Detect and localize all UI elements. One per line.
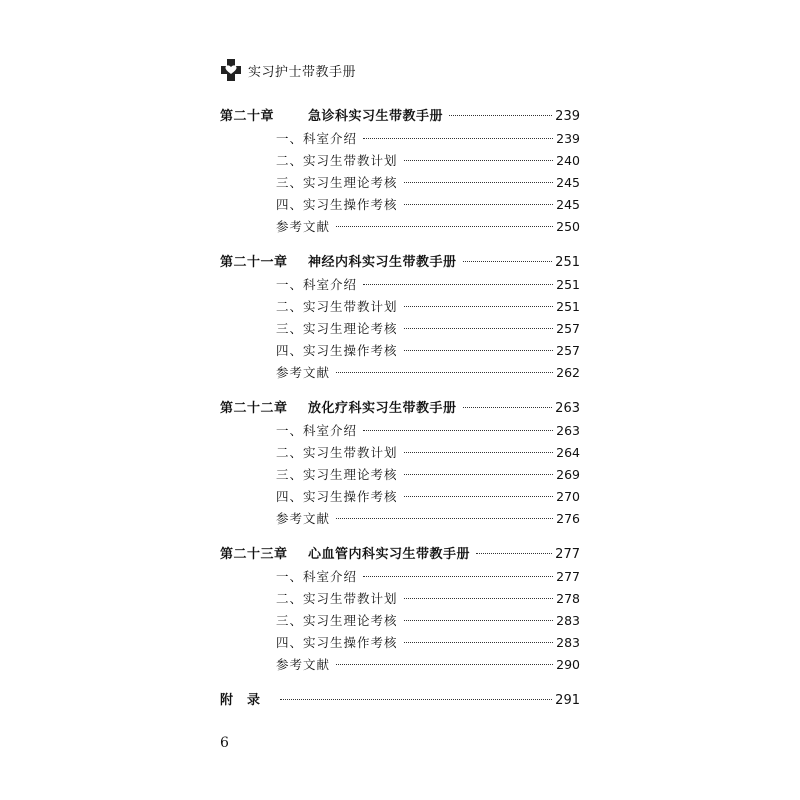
- dot-leader: [336, 518, 553, 519]
- chapter-title: 急诊科实习生带教手册: [308, 109, 444, 124]
- section-title: 一、科室介绍: [276, 131, 358, 146]
- section-page: 270: [556, 489, 580, 504]
- section-entry[interactable]: [220, 486, 580, 508]
- section-page: 290: [556, 657, 580, 672]
- book-title: 实习护士带教手册: [248, 64, 357, 80]
- chapter-title: 神经内科实习生带教手册: [308, 255, 457, 270]
- dot-leader: [404, 496, 554, 497]
- section-page: 262: [556, 365, 580, 380]
- chapter-block: [220, 106, 580, 238]
- section-entry[interactable]: [220, 274, 580, 296]
- chapter-page: 277: [555, 547, 580, 562]
- chapter-page: 239: [555, 109, 580, 124]
- section-entry[interactable]: [220, 588, 580, 610]
- section-entry[interactable]: [220, 632, 580, 654]
- dot-leader: [336, 372, 553, 373]
- section-title: 一、科室介绍: [276, 423, 358, 438]
- chapter-entry[interactable]: [220, 106, 580, 128]
- chapter-title: 心血管内科实习生带教手册: [308, 547, 471, 562]
- section-title: 参考文献: [276, 219, 331, 234]
- chapter-block: [220, 398, 580, 530]
- section-title: 四、实习生操作考核: [276, 489, 398, 504]
- section-title: 参考文献: [276, 511, 331, 526]
- section-page: 240: [556, 153, 580, 168]
- dot-leader: [404, 182, 554, 183]
- section-entry[interactable]: [220, 464, 580, 486]
- running-header: [220, 58, 356, 82]
- dot-leader: [363, 576, 553, 577]
- section-page: 283: [556, 613, 580, 628]
- section-entry[interactable]: [220, 194, 580, 216]
- section-entry[interactable]: [220, 442, 580, 464]
- table-of-contents: [220, 106, 580, 712]
- appendix-entry[interactable]: [220, 690, 580, 712]
- dot-leader: [363, 284, 553, 285]
- section-title: 参考文献: [276, 657, 331, 672]
- section-entry[interactable]: [220, 150, 580, 172]
- dot-leader: [404, 598, 554, 599]
- dot-leader: [336, 226, 553, 227]
- dot-leader: [449, 115, 552, 116]
- section-title: 一、科室介绍: [276, 569, 358, 584]
- section-entry[interactable]: [220, 610, 580, 632]
- section-entry[interactable]: [220, 172, 580, 194]
- section-entry[interactable]: [220, 128, 580, 150]
- section-page: 276: [556, 511, 580, 526]
- section-title: 参考文献: [276, 365, 331, 380]
- section-title: 二、实习生带教计划: [276, 591, 398, 606]
- dot-leader: [336, 664, 553, 665]
- medical-cross-heart-icon: [220, 58, 242, 82]
- dot-leader: [404, 452, 554, 453]
- section-title: 三、实习生理论考核: [276, 321, 398, 336]
- section-page: 251: [556, 277, 580, 292]
- appendix-page: 291: [555, 693, 580, 708]
- section-page: 269: [556, 467, 580, 482]
- dot-leader: [463, 407, 553, 408]
- section-entry[interactable]: [220, 362, 580, 384]
- dot-leader: [404, 642, 554, 643]
- section-entry[interactable]: [220, 318, 580, 340]
- dot-leader: [476, 553, 552, 554]
- section-page: 277: [556, 569, 580, 584]
- section-entry[interactable]: [220, 340, 580, 362]
- section-title: 三、实习生理论考核: [276, 467, 398, 482]
- section-page: 245: [556, 197, 580, 212]
- section-page: 250: [556, 219, 580, 234]
- section-title: 二、实习生带教计划: [276, 445, 398, 460]
- section-entry[interactable]: [220, 508, 580, 530]
- dot-leader: [280, 699, 552, 700]
- dot-leader: [404, 204, 554, 205]
- section-title: 一、科室介绍: [276, 277, 358, 292]
- chapter-number: 第二十章: [220, 109, 275, 124]
- chapter-block: [220, 252, 580, 384]
- chapter-block: [220, 544, 580, 676]
- section-page: 251: [556, 299, 580, 314]
- dot-leader: [363, 430, 553, 431]
- chapter-title: 放化疗科实习生带教手册: [308, 401, 457, 416]
- dot-leader: [404, 350, 554, 351]
- chapter-page: 251: [555, 255, 580, 270]
- section-entry[interactable]: [220, 296, 580, 318]
- dot-leader: [404, 328, 554, 329]
- section-page: 278: [556, 591, 580, 606]
- chapter-number: 第二十一章: [220, 255, 288, 270]
- section-page: 283: [556, 635, 580, 650]
- dot-leader: [404, 474, 554, 475]
- dot-leader: [404, 620, 554, 621]
- dot-leader: [404, 306, 554, 307]
- chapter-number: 第二十三章: [220, 547, 288, 562]
- section-page: 239: [556, 131, 580, 146]
- section-title: 二、实习生带教计划: [276, 153, 398, 168]
- section-page: 264: [556, 445, 580, 460]
- appendix-title: 附录: [220, 693, 275, 708]
- section-title: 三、实习生理论考核: [276, 175, 398, 190]
- dot-leader: [463, 261, 553, 262]
- section-title: 四、实习生操作考核: [276, 635, 398, 650]
- section-title: 四、实习生操作考核: [276, 197, 398, 212]
- page-number: 6: [220, 735, 229, 751]
- chapter-number: 第二十二章: [220, 401, 288, 416]
- dot-leader: [363, 138, 553, 139]
- section-page: 257: [556, 321, 580, 336]
- section-page: 257: [556, 343, 580, 358]
- section-entry[interactable]: [220, 566, 580, 588]
- section-page: 245: [556, 175, 580, 190]
- section-entry[interactable]: [220, 654, 580, 676]
- dot-leader: [404, 160, 554, 161]
- section-page: 263: [556, 423, 580, 438]
- chapter-entry[interactable]: [220, 544, 580, 566]
- section-title: 二、实习生带教计划: [276, 299, 398, 314]
- section-title: 四、实习生操作考核: [276, 343, 398, 358]
- section-entry[interactable]: [220, 420, 580, 442]
- chapter-entry[interactable]: [220, 252, 580, 274]
- section-entry[interactable]: [220, 216, 580, 238]
- section-title: 三、实习生理论考核: [276, 613, 398, 628]
- chapter-entry[interactable]: [220, 398, 580, 420]
- chapter-page: 263: [555, 401, 580, 416]
